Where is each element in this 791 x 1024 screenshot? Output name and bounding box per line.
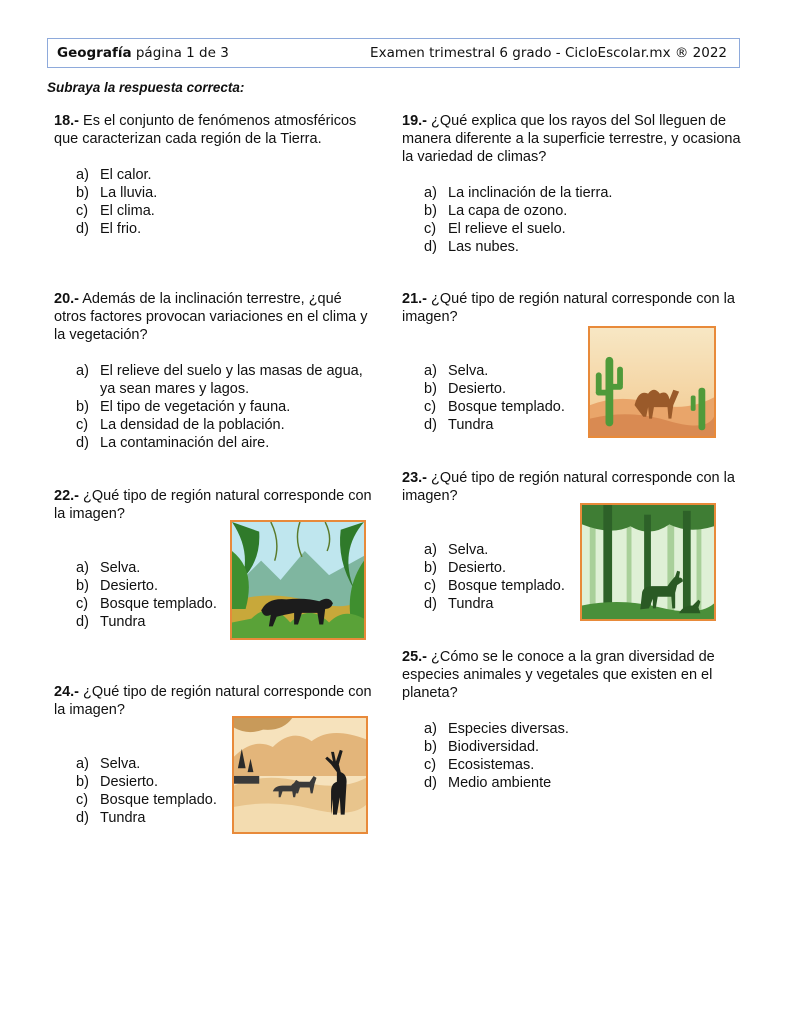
question-20 bbox=[54, 290, 374, 452]
option-b[interactable]: b) El tipo de vegetación y fauna. bbox=[76, 399, 291, 415]
tundra-image bbox=[232, 716, 368, 834]
question-text bbox=[54, 683, 374, 719]
option-a[interactable]: a) Selva. bbox=[76, 560, 141, 576]
question-number: 21.- bbox=[402, 291, 427, 307]
option-b[interactable]: b) Desierto. bbox=[76, 578, 159, 594]
options-list bbox=[402, 184, 742, 256]
question-body: ¿Qué explica que los rayos del Sol lleguen de manera diferente a la superficie terrestre, y ocasiona la variedad de climas? bbox=[402, 113, 741, 165]
option-b[interactable]: b) La capa de ozono. bbox=[424, 203, 568, 219]
option-c[interactable]: c) Bosque templado. bbox=[424, 578, 565, 594]
option-b[interactable]: b) Biodiversidad. bbox=[424, 739, 540, 755]
option-d[interactable]: d) Tundra bbox=[424, 596, 494, 612]
instruction: Subraya la respuesta correcta: bbox=[47, 80, 245, 95]
option-c[interactable]: c) Bosque templado. bbox=[76, 792, 217, 808]
header-exam: Examen trimestral 6 grado - CicloEscolar.mx ® 2022 bbox=[370, 45, 727, 61]
jungle-image bbox=[230, 520, 366, 640]
options-list bbox=[54, 166, 374, 238]
options-list bbox=[54, 362, 374, 452]
question-text bbox=[402, 112, 742, 166]
question-number: 20.- bbox=[54, 291, 79, 307]
option-d[interactable]: d) La contaminación del aire. bbox=[76, 435, 270, 451]
page-header bbox=[47, 38, 740, 68]
option-b[interactable]: b) Desierto. bbox=[424, 381, 507, 397]
question-text bbox=[402, 648, 747, 702]
option-a[interactable]: a) Especies diversas. bbox=[424, 721, 569, 737]
question-body: ¿Qué tipo de región natural corresponde con la imagen? bbox=[54, 488, 372, 522]
option-d[interactable]: d) Tundra bbox=[76, 810, 146, 826]
question-body: Es el conjunto de fenómenos atmosféricos que caracterizan cada región de la Tierra. bbox=[54, 113, 357, 147]
desert-image bbox=[588, 326, 716, 438]
question-body: ¿Cómo se le conoce a la gran diversidad de especies animales y vegetales que existen en el planeta? bbox=[402, 649, 715, 701]
option-c[interactable]: c) Ecosistemas. bbox=[424, 757, 535, 773]
question-text bbox=[54, 487, 374, 523]
forest-image bbox=[580, 503, 716, 621]
option-b[interactable]: b) Desierto. bbox=[76, 774, 159, 790]
question-number: 25.- bbox=[402, 649, 427, 665]
option-a[interactable]: a) El calor. bbox=[76, 167, 152, 183]
jungle-panther-icon bbox=[232, 522, 364, 638]
question-number: 18.- bbox=[54, 113, 79, 129]
option-a[interactable]: a) La inclinación de la tierra. bbox=[424, 185, 613, 201]
option-d[interactable]: d) El frio. bbox=[76, 221, 142, 237]
header-left bbox=[57, 45, 229, 61]
option-d[interactable]: d) Tundra bbox=[424, 417, 494, 433]
forest-deer-icon bbox=[582, 505, 714, 619]
option-c[interactable]: c) Bosque templado. bbox=[424, 399, 565, 415]
option-c[interactable]: c) Bosque templado. bbox=[76, 596, 217, 612]
option-c[interactable]: c) La densidad de la población. bbox=[76, 417, 285, 433]
question-text bbox=[402, 290, 747, 326]
option-d[interactable]: d) Tundra bbox=[76, 614, 146, 630]
header-subject: Geografía bbox=[57, 45, 132, 61]
question-body: ¿Qué tipo de región natural corresponde con la imagen? bbox=[402, 291, 735, 325]
question-25 bbox=[402, 648, 747, 792]
options-list bbox=[402, 720, 747, 792]
question-number: 19.- bbox=[402, 113, 427, 129]
option-b[interactable]: b) La lluvia. bbox=[76, 185, 158, 201]
question-text bbox=[54, 112, 374, 148]
question-text bbox=[402, 469, 747, 505]
question-number: 23.- bbox=[402, 470, 427, 486]
desert-cactus-camel-icon bbox=[590, 328, 714, 436]
question-number: 24.- bbox=[54, 684, 79, 700]
option-c[interactable]: c) El relieve el suelo. bbox=[424, 221, 566, 237]
question-18 bbox=[54, 112, 374, 238]
question-number: 22.- bbox=[54, 488, 79, 504]
tundra-caribou-icon bbox=[234, 718, 366, 832]
option-a[interactable]: a) Selva. bbox=[424, 363, 489, 379]
question-19 bbox=[402, 112, 742, 256]
option-d[interactable]: d) Las nubes. bbox=[424, 239, 519, 255]
option-a[interactable]: a) Selva. bbox=[424, 542, 489, 558]
option-d[interactable]: d) Medio ambiente bbox=[424, 775, 552, 791]
option-c[interactable]: c) El clima. bbox=[76, 203, 155, 219]
header-page: página 1 de 3 bbox=[135, 45, 229, 61]
question-body: Además de la inclinación terrestre, ¿qué otros factores provocan variaciones en el clima y la vegetación? bbox=[54, 291, 368, 343]
question-body: ¿Qué tipo de región natural corresponde con la imagen? bbox=[54, 684, 372, 718]
option-b[interactable]: b) Desierto. bbox=[424, 560, 507, 576]
question-text bbox=[54, 290, 374, 344]
question-body: ¿Qué tipo de región natural corresponde con la imagen? bbox=[402, 470, 735, 504]
option-a[interactable]: a) Selva. bbox=[76, 756, 141, 772]
option-a[interactable]: a) El relieve del suelo y las masas de agua, ya sean mares y lagos. bbox=[76, 363, 363, 397]
